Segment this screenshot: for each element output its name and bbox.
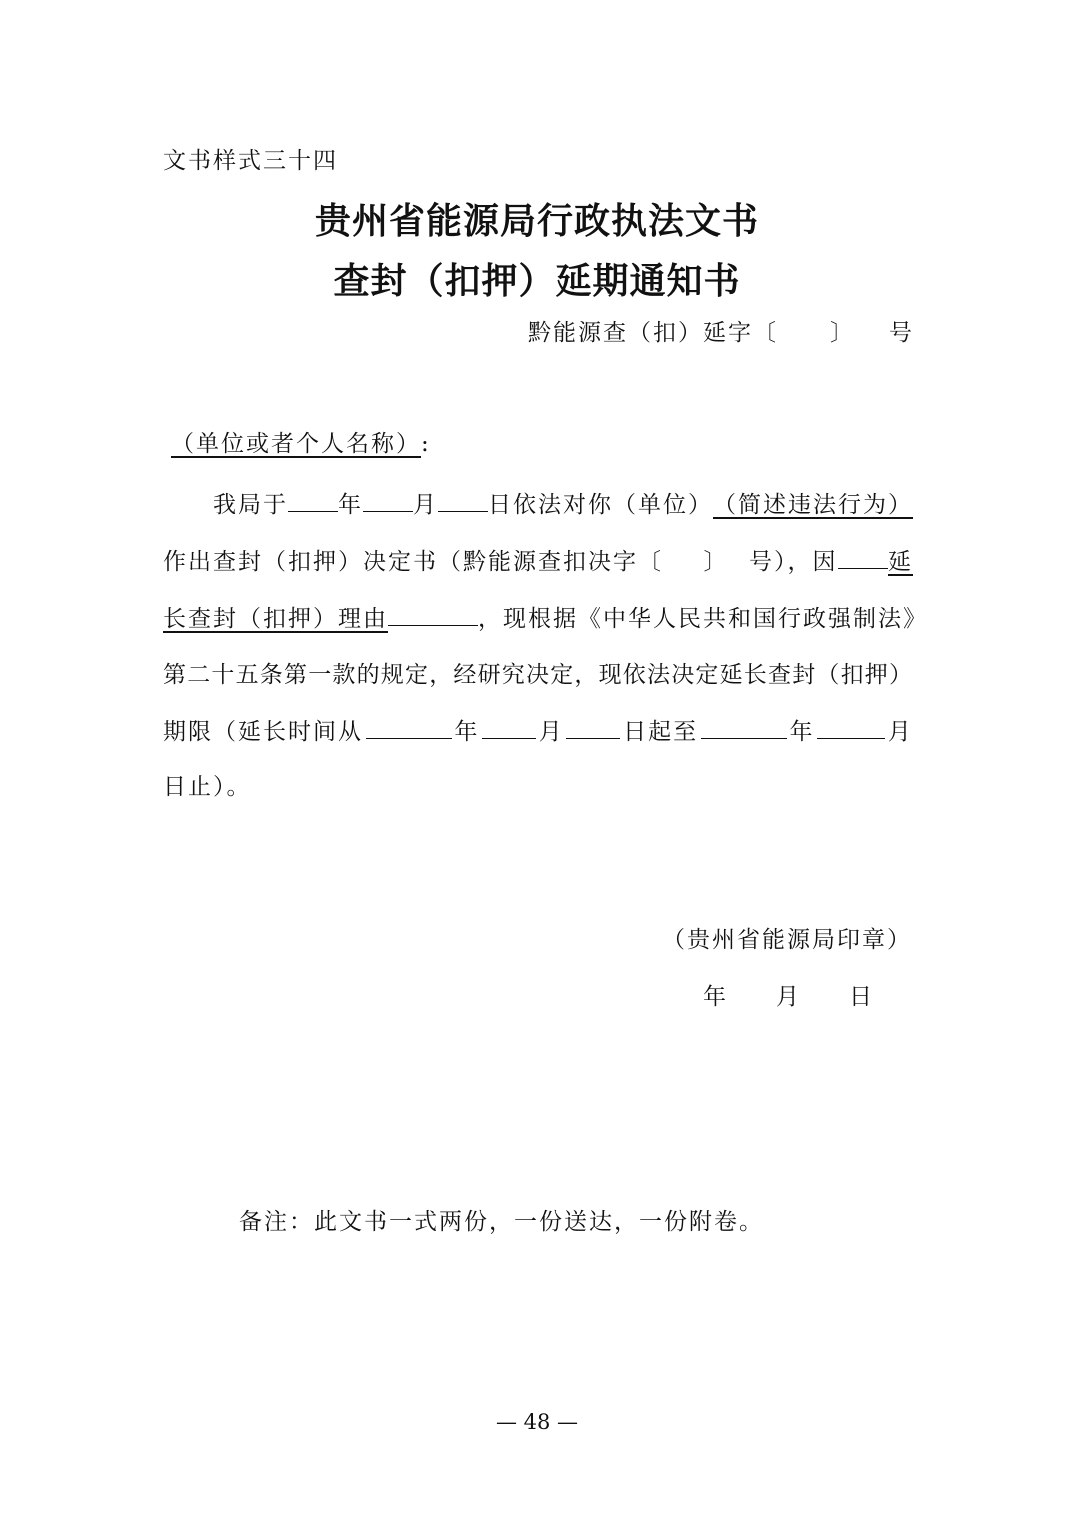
para-l2-close: 〕 [703, 549, 729, 575]
paragraph-line-6: 日止）。 [163, 774, 252, 800]
addressee-name: （单位或者个人名称） [171, 431, 421, 457]
para-l5-day-from: 日起至 [623, 719, 699, 745]
seal-placeholder: （贵州省能源局印章） [662, 927, 912, 953]
doc-number-bracket-close: 〕 [830, 320, 855, 346]
addressee-line [163, 425, 913, 458]
blank-day [438, 485, 488, 512]
para-month: 月 [413, 492, 438, 518]
blank-year [288, 485, 338, 512]
blank-from-year [366, 712, 452, 739]
doc-number-suffix: 号 [889, 320, 914, 346]
paragraph-line-3 [163, 599, 928, 633]
reason-field [163, 599, 478, 633]
reason-part1: 延 [888, 549, 913, 575]
paragraph-line-1 [213, 485, 913, 519]
blank-to-month [817, 712, 885, 739]
document-number [528, 314, 914, 347]
para-l2-num: 号），因 [749, 549, 838, 575]
document-subtitle: 查封（扣押）延期通知书 [333, 260, 741, 302]
para-l5-month-to: 月 [887, 719, 913, 745]
date-day: 日 [849, 984, 872, 1010]
document-title: 贵州省能源局行政执法文书 [314, 200, 759, 242]
para-l5-year: 年 [454, 719, 480, 745]
remark-note: 备注：此文书一式两份，一份送达，一份附卷。 [239, 1209, 764, 1235]
paragraph-line-5 [163, 712, 913, 746]
paragraph-line-4: 第二十五条第一款的规定，经研究决定，现依法决定延长查封（扣押） [163, 662, 914, 688]
date-year: 年 [703, 984, 726, 1010]
para-l5-year-to: 年 [789, 719, 815, 745]
para-l5-month: 月 [538, 719, 564, 745]
para-year: 年 [338, 492, 363, 518]
blank-from-day [566, 712, 620, 739]
blank-from-month [482, 712, 536, 739]
blank-to-year [701, 712, 787, 739]
page-number: — 48 — [495, 1410, 579, 1434]
reason-part2: 长查封（扣押）理由 [163, 606, 388, 632]
signature-date [703, 978, 872, 1011]
date-month: 月 [776, 984, 799, 1010]
para-l5-start: 期限（延长时间从 [163, 719, 363, 745]
para-l1-mid: 日依法对你（单位） [488, 492, 713, 518]
blank-month [363, 485, 413, 512]
violation-placeholder: （简述违法行为） [713, 492, 913, 518]
paragraph-line-2 [163, 542, 913, 576]
addressee-colon: : [421, 431, 431, 457]
para-l2-start: 作出查封（扣押）决定书（黔能源查扣决字〔 [163, 549, 663, 575]
blank-reason-tail [388, 599, 478, 626]
form-style-label: 文书样式三十四 [163, 148, 338, 174]
para-l3-rest: ，现根据《中华人民共和国行政强制法》 [478, 606, 928, 632]
blank-reason-lead [838, 542, 888, 569]
para-l1-start: 我局于 [213, 492, 288, 518]
doc-number-prefix: 黔能源查（扣）延字〔 [528, 320, 778, 346]
